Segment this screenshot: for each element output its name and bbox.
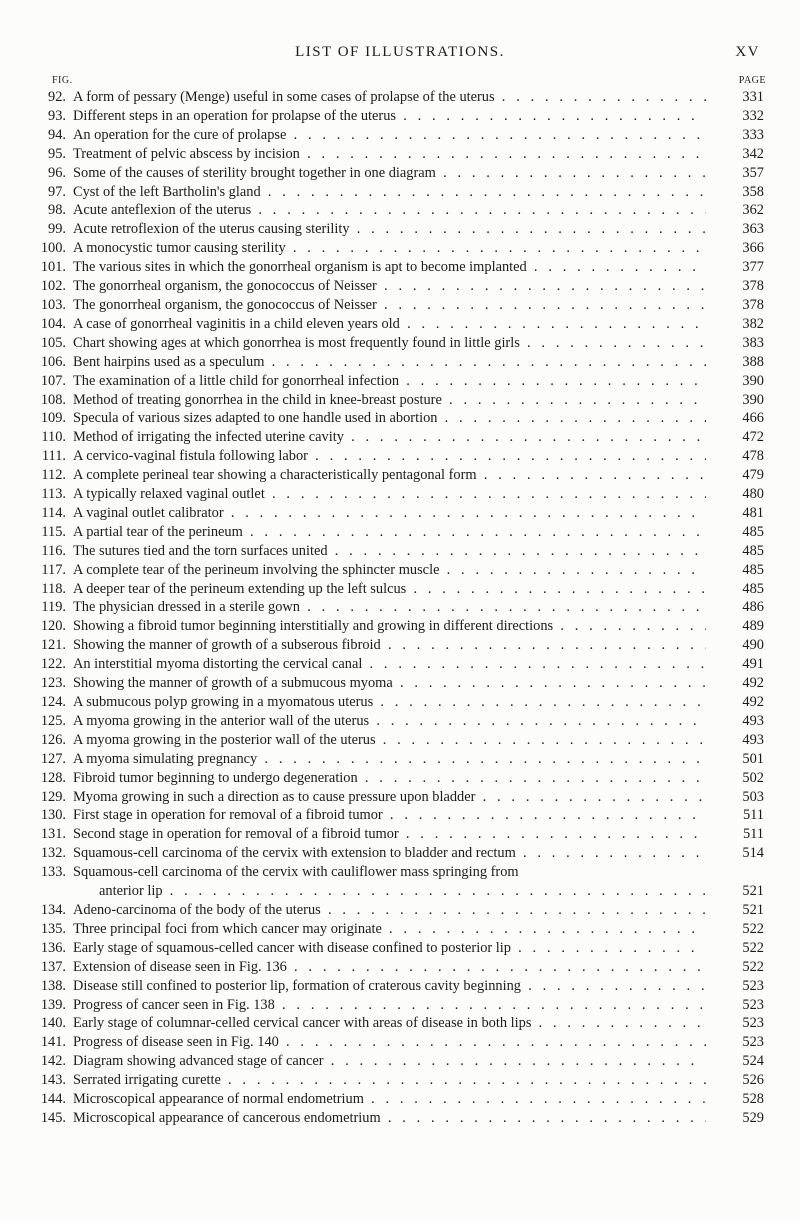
page-number: 480 (712, 485, 764, 504)
figure-caption: Early stage of squamous-celled cancer with disease confined to posterior lip . . . (73, 939, 706, 958)
figure-number: 106. (40, 353, 66, 370)
figure-number: 116. (41, 542, 66, 559)
page-number: 524 (712, 1052, 764, 1071)
page-number: 493 (712, 731, 764, 750)
figure-number: 92. (48, 89, 66, 105)
page-number: 485 (712, 561, 764, 580)
list-item (0, 126, 800, 145)
page-number: 333 (712, 126, 764, 145)
list-item (0, 844, 800, 863)
list-item (0, 996, 800, 1015)
page-number: 511 (712, 806, 764, 825)
figure-caption: Microscopical appearance of cancerous endometrium . . . (73, 1109, 706, 1128)
page-number: 486 (712, 598, 764, 617)
page-number: 481 (712, 504, 764, 523)
figure-caption: Three principal foci from which cancer may originate . . . (73, 920, 706, 939)
figure-number: 112. (41, 467, 66, 484)
list-item (0, 1033, 800, 1052)
figure-number: 137. (40, 958, 66, 975)
figure-caption: A complete perineal tear showing a characteristically pentagonal form . . . (73, 466, 706, 485)
page-number: 501 (712, 750, 764, 769)
list-item (0, 769, 800, 788)
figure-caption: Treatment of pelvic abscess by incision . . . (73, 145, 706, 164)
list-item (0, 674, 800, 693)
page-number: 378 (712, 277, 764, 296)
page-number: 522 (712, 920, 764, 939)
figure-caption: The various sites in which the gonorrheal organism is apt to become implanted . . . (73, 258, 706, 277)
figure-caption: A case of gonorrheal vaginitis in a child eleven years old . . . (73, 315, 706, 334)
figure-number: 113. (41, 486, 66, 503)
page-number: 523 (712, 1014, 764, 1033)
figure-number: 143. (40, 1072, 66, 1089)
page-number: 366 (712, 239, 764, 258)
figure-caption: Acute anteflexion of the uterus . . . (73, 201, 706, 220)
figure-caption: Microscopical appearance of normal endometrium . . . (73, 1090, 706, 1109)
figure-caption: Acute retroflexion of the uterus causing sterility . . . (73, 220, 706, 239)
list-item (0, 504, 800, 523)
figure-number: 139. (40, 996, 66, 1013)
figure-caption: Fibroid tumor beginning to undergo degeneration . . . (73, 769, 706, 788)
list-item (0, 920, 800, 939)
figure-number: 108. (40, 391, 66, 408)
figure-caption: Bent hairpins used as a speculum . . . (73, 353, 706, 372)
page-number: 382 (712, 315, 764, 334)
page-number: 491 (712, 655, 764, 674)
list-item (0, 806, 800, 825)
figure-number: 132. (40, 845, 66, 862)
figure-number: 138. (40, 977, 66, 994)
figure-number: 94. (48, 126, 66, 143)
page-number: 485 (712, 523, 764, 542)
figure-number: 107. (40, 372, 66, 389)
figure-number: 136. (40, 939, 66, 956)
figure-number: 145. (40, 1109, 66, 1126)
figure-caption: anterior lip . . . (99, 882, 706, 901)
page-number: 485 (712, 542, 764, 561)
page-number: 523 (712, 1033, 764, 1052)
page-number: 485 (712, 580, 764, 599)
figure-caption: An interstitial myoma distorting the cervical canal . . . (73, 655, 706, 674)
figure-caption: The gonorrheal organism, the gonococcus of Neisser . . . (73, 296, 706, 315)
figure-caption: An operation for the cure of prolapse . . . (73, 126, 706, 145)
figure-caption: The examination of a little child for gonorrheal infection . . . (73, 372, 706, 391)
list-item (0, 523, 800, 542)
figure-caption: Cyst of the left Bartholin's gland . . . (73, 183, 706, 202)
figure-caption: A typically relaxed vaginal outlet . . . (73, 485, 706, 504)
list-item (0, 580, 800, 599)
page-number: 478 (712, 447, 764, 466)
figure-caption: Adeno-carcinoma of the body of the uterus . . . (73, 901, 706, 920)
list-item (0, 542, 800, 561)
list-item (0, 334, 800, 353)
list-item (0, 466, 800, 485)
list-item (0, 655, 800, 674)
page-number: 362 (712, 201, 764, 220)
page-column-header: PAGE (738, 75, 766, 86)
figure-caption: Myoma growing in such a direction as to cause pressure upon bladder . . . (73, 788, 706, 807)
figure-number: 114. (41, 504, 66, 521)
list-item (0, 1052, 800, 1071)
figure-caption: First stage in operation for removal of a fibroid tumor . . . (73, 806, 706, 825)
list-item (0, 731, 800, 750)
page-number: 357 (712, 164, 764, 183)
page-number: 503 (712, 788, 764, 807)
figure-number: 130. (40, 807, 66, 824)
figure-number: 97. (48, 183, 66, 200)
illustration-list (0, 88, 800, 1128)
page-title: LIST OF ILLUSTRATIONS. (295, 44, 505, 60)
page-number: 521 (712, 901, 764, 920)
figure-number: 123. (40, 675, 66, 692)
list-item (0, 391, 800, 410)
figure-number: 118. (41, 580, 66, 597)
page-number: 479 (712, 466, 764, 485)
figure-caption: A myoma growing in the anterior wall of the uterus . . . (73, 712, 706, 731)
list-item (0, 825, 800, 844)
list-item (0, 1109, 800, 1128)
figure-number: 140. (40, 1015, 66, 1032)
page-number: 358 (712, 183, 764, 202)
figure-number: 101. (40, 259, 66, 276)
page-number: 363 (712, 220, 764, 239)
figure-caption: A myoma simulating pregnancy . . . (73, 750, 706, 769)
list-item (0, 958, 800, 977)
figure-number: 119. (41, 599, 66, 616)
figure-caption: Method of irrigating the infected uterine cavity . . . (73, 428, 706, 447)
list-item (0, 220, 800, 239)
figure-number: 115. (41, 523, 66, 540)
list-item (0, 315, 800, 334)
figure-caption: The gonorrheal organism, the gonococcus of Neisser . . . (73, 277, 706, 296)
page-number: 528 (712, 1090, 764, 1109)
page-number: 383 (712, 334, 764, 353)
figure-number: 117. (41, 561, 66, 578)
page-number: 521 (712, 882, 764, 901)
list-item (0, 1090, 800, 1109)
figure-caption: Disease still confined to posterior lip, formation of craterous cavity beginning . . . (73, 977, 706, 996)
figure-number: 121. (40, 637, 66, 654)
list-item (0, 88, 800, 107)
list-item (0, 409, 800, 428)
figure-caption: A deeper tear of the perineum extending up the left sulcus . . . (73, 580, 706, 599)
figure-number: 102. (40, 278, 66, 295)
page-number: 390 (712, 391, 764, 410)
page-number: 388 (712, 353, 764, 372)
list-item (0, 882, 800, 901)
list-item (0, 201, 800, 220)
figure-caption: Specula of various sizes adapted to one handle used in abortion . . . (73, 409, 706, 428)
figure-number: 133. (40, 864, 66, 881)
page-number: 529 (712, 1109, 764, 1128)
page-number: 472 (712, 428, 764, 447)
list-item (0, 939, 800, 958)
figure-caption: Serrated irrigating curette . . . (73, 1071, 706, 1090)
page-number: 377 (712, 258, 764, 277)
figure-caption: Second stage in operation for removal of a fibroid tumor . . . (73, 825, 706, 844)
figure-number: 142. (40, 1053, 66, 1070)
list-item (0, 977, 800, 996)
page-number: 526 (712, 1071, 764, 1090)
running-head (0, 44, 800, 68)
list-item (0, 617, 800, 636)
figure-number: 120. (40, 618, 66, 635)
figure-caption: A monocystic tumor causing sterility . . . (73, 239, 706, 258)
page-number: 514 (712, 844, 764, 863)
figure-number: 135. (40, 920, 66, 937)
list-item (0, 750, 800, 769)
list-item (0, 788, 800, 807)
page-number: 332 (712, 107, 764, 126)
page-number: 523 (712, 977, 764, 996)
figure-caption: A form of pessary (Menge) useful in some cases of prolapse of the uterus . . . (73, 88, 706, 107)
page-number: 492 (712, 693, 764, 712)
figure-number: 100. (40, 240, 66, 257)
figure-number: 110. (41, 429, 66, 446)
page-number: 390 (712, 372, 764, 391)
figure-caption: Method of treating gonorrhea in the child in knee-breast posture . . . (73, 391, 706, 410)
list-item (0, 447, 800, 466)
list-item (0, 239, 800, 258)
figure-number: 141. (40, 1034, 66, 1051)
figure-caption: Early stage of columnar-celled cervical cancer with areas of disease in both lips . . . (73, 1014, 706, 1033)
figure-number: 127. (40, 750, 66, 767)
list-item (0, 712, 800, 731)
list-item (0, 636, 800, 655)
figure-number: 144. (40, 1091, 66, 1108)
figure-number: 109. (40, 410, 66, 427)
page-number: 522 (712, 939, 764, 958)
figure-caption: The sutures tied and the torn surfaces united . . . (73, 542, 706, 561)
page-number: 523 (712, 996, 764, 1015)
page-number: 511 (712, 825, 764, 844)
figure-number: 122. (40, 656, 66, 673)
list-item (0, 863, 800, 882)
list-item (0, 598, 800, 617)
list-item (0, 485, 800, 504)
figure-number: 111. (41, 448, 66, 465)
figure-caption: A partial tear of the perineum . . . (73, 523, 706, 542)
figure-caption: A submucous polyp growing in a myomatous uterus . . . (73, 693, 706, 712)
figure-caption: A vaginal outlet calibrator . . . (73, 504, 706, 523)
figure-caption: Progress of disease seen in Fig. 140 . . . (73, 1033, 706, 1052)
figure-number: 104. (40, 315, 66, 332)
list-item (0, 1014, 800, 1033)
figure-caption: A complete tear of the perineum involving the sphincter muscle . . . (73, 561, 706, 580)
fig-column-header: FIG. (52, 75, 73, 86)
figure-caption: Showing the manner of growth of a subserous fibroid . . . (73, 636, 706, 655)
list-item (0, 693, 800, 712)
figure-caption: Chart showing ages at which gonorrhea is most frequently found in little girls . . . (73, 334, 706, 353)
column-headers (52, 75, 766, 89)
page-number: 489 (712, 617, 764, 636)
figure-number: 128. (40, 769, 66, 786)
figure-number: 103. (40, 296, 66, 313)
page-number: 466 (712, 409, 764, 428)
page-number: 502 (712, 769, 764, 788)
page-number: 522 (712, 958, 764, 977)
figure-caption: A myoma growing in the posterior wall of the uterus . . . (73, 731, 706, 750)
figure-number: 95. (48, 145, 66, 162)
list-item (0, 296, 800, 315)
figure-number: 93. (48, 107, 66, 124)
page-number: 490 (712, 636, 764, 655)
figure-number: 125. (40, 712, 66, 729)
figure-caption: Showing the manner of growth of a submucous myoma . . . (73, 674, 706, 693)
figure-number: 124. (40, 694, 66, 710)
list-item (0, 901, 800, 920)
page-number: 378 (712, 296, 764, 315)
page-number: 331 (712, 88, 764, 107)
figure-caption: Diagram showing advanced stage of cancer . . . (73, 1052, 706, 1071)
figure-number: 96. (48, 164, 66, 181)
figure-number: 126. (40, 731, 66, 748)
list-item (0, 353, 800, 372)
list-item (0, 145, 800, 164)
list-item (0, 107, 800, 126)
figure-caption: A cervico-vaginal fistula following labor . . . (73, 447, 706, 466)
figure-number: 129. (40, 788, 66, 805)
page-number: 492 (712, 674, 764, 693)
list-item (0, 372, 800, 391)
list-item (0, 561, 800, 580)
figure-number: 99. (48, 221, 66, 238)
figure-caption: Different steps in an operation for prolapse of the uterus . . . (73, 107, 706, 126)
list-item (0, 1071, 800, 1090)
figure-caption: Squamous-cell carcinoma of the cervix with extension to bladder and rectum . . . (73, 844, 706, 863)
list-item (0, 277, 800, 296)
figure-number: 98. (48, 202, 66, 219)
list-item (0, 258, 800, 277)
figure-number: 105. (40, 334, 66, 351)
list-item (0, 428, 800, 447)
list-item (0, 164, 800, 183)
figure-number: 134. (40, 901, 66, 918)
page-number: 493 (712, 712, 764, 731)
figure-caption: Some of the causes of sterility brought together in one diagram . . . (73, 164, 706, 183)
figure-caption: Extension of disease seen in Fig. 136 . . . (73, 958, 706, 977)
figure-caption: Progress of cancer seen in Fig. 138 . . . (73, 996, 706, 1015)
page-number: 342 (712, 145, 764, 164)
figure-number: 131. (40, 826, 66, 843)
list-item (0, 183, 800, 202)
page-number-roman: XV (735, 44, 760, 60)
figure-caption: Showing a fibroid tumor beginning interstitially and growing in different directions . . . (73, 617, 706, 636)
figure-caption: The physician dressed in a sterile gown . . . (73, 598, 706, 617)
figure-caption: Squamous-cell carcinoma of the cervix with cauliflower mass springing from (73, 864, 519, 881)
